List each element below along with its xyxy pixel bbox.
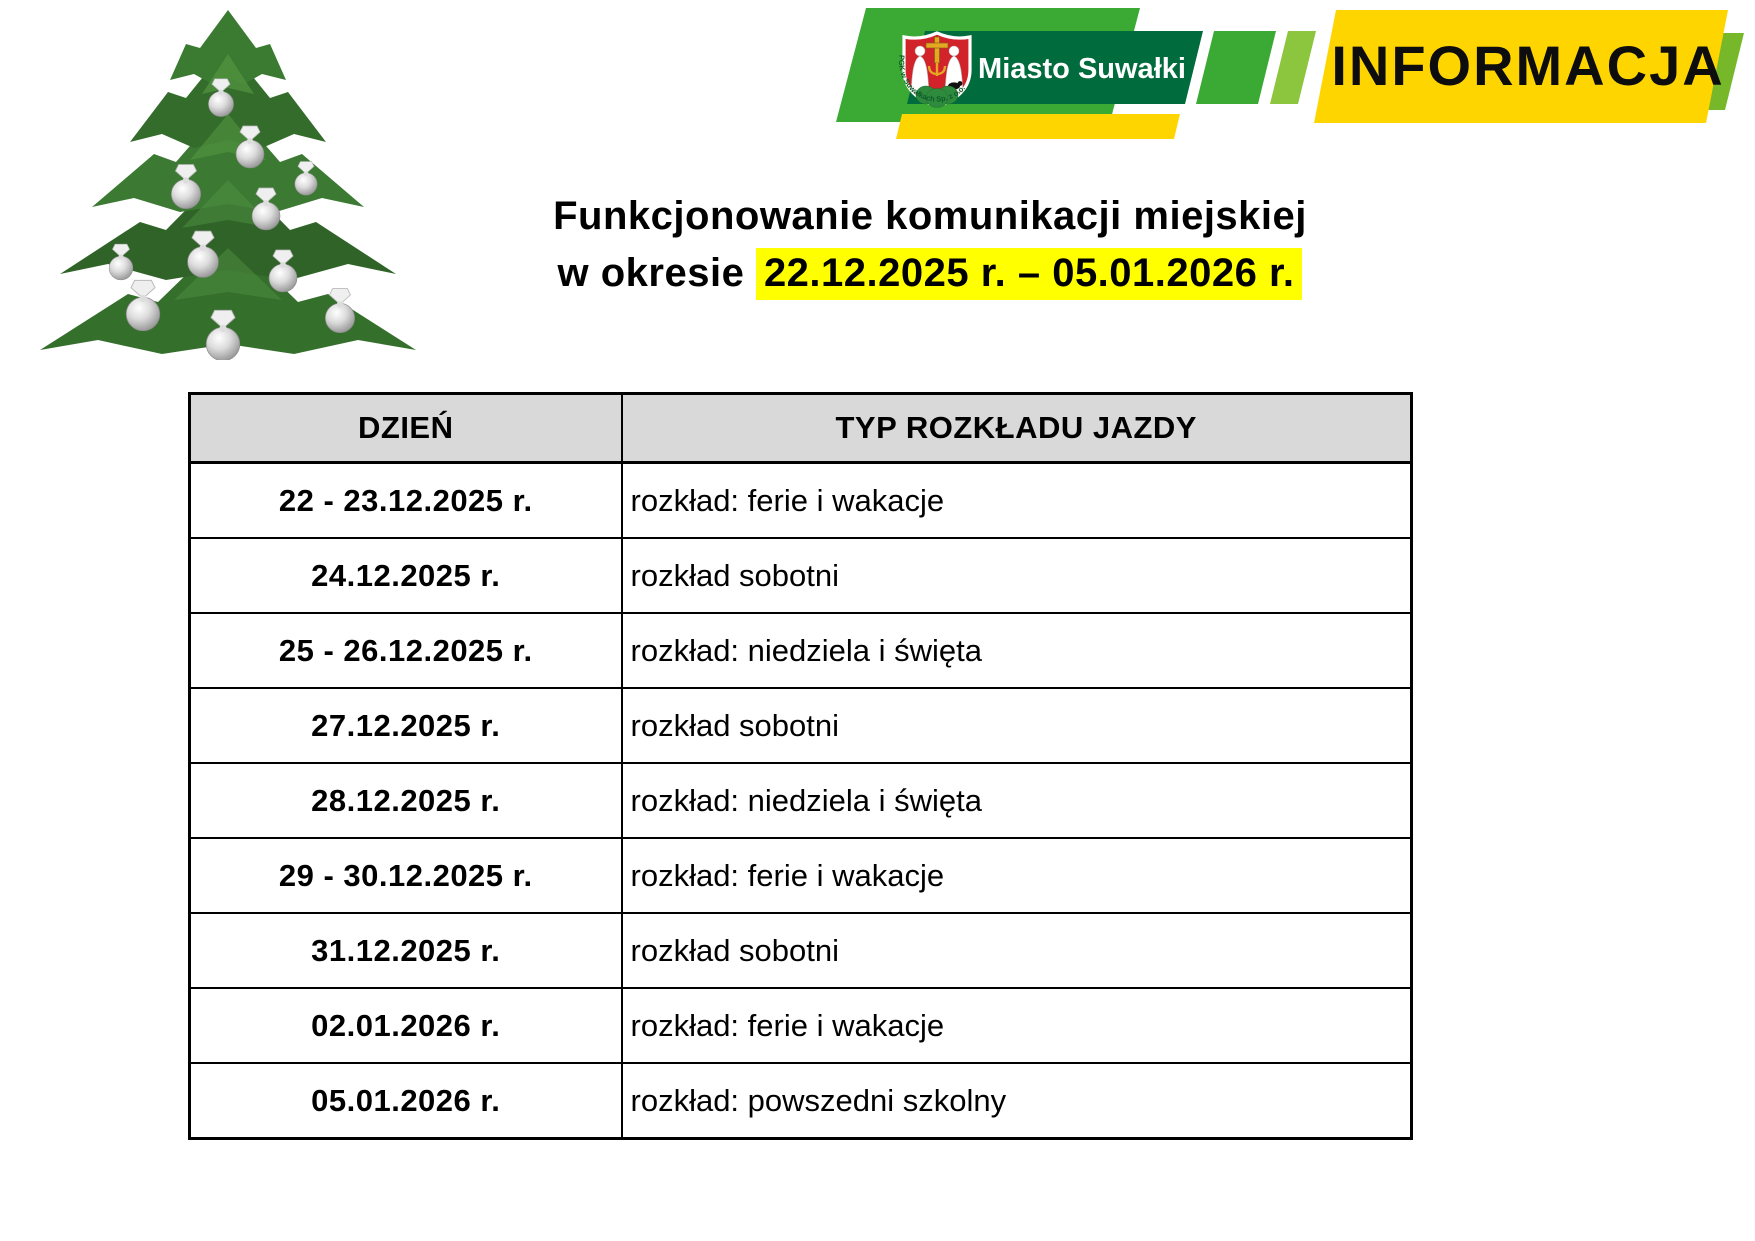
banner-stripe xyxy=(1196,31,1276,104)
bauble-ornament xyxy=(126,280,160,330)
type-cell: rozkład: ferie i wakacje xyxy=(622,838,1412,913)
title-line1: Funkcjonowanie komunikacji miejskiej xyxy=(553,194,1307,238)
banner-stripe xyxy=(1270,31,1316,104)
bauble-ornament xyxy=(109,244,133,280)
table-row xyxy=(190,838,1412,913)
bauble-ornament xyxy=(269,250,297,292)
day-cell: 24.12.2025 r. xyxy=(190,538,622,613)
table-row xyxy=(190,463,1412,539)
informacja-label: INFORMACJA xyxy=(1331,34,1725,97)
day-cell: 05.01.2026 r. xyxy=(190,1063,622,1139)
title-line2 xyxy=(400,245,1460,302)
table-row xyxy=(190,1063,1412,1139)
day-cell: 22 - 23.12.2025 r. xyxy=(190,463,622,539)
table-row xyxy=(190,688,1412,763)
type-cell: rozkład: ferie i wakacje xyxy=(622,463,1412,539)
day-cell: 31.12.2025 r. xyxy=(190,913,622,988)
day-cell: 29 - 30.12.2025 r. xyxy=(190,838,622,913)
header-banner xyxy=(0,0,1755,150)
type-cell: rozkład: powszedni szkolny xyxy=(622,1063,1412,1139)
title-line2-prefix: w okresie xyxy=(557,251,756,295)
type-cell: rozkład: niedziela i święta xyxy=(622,613,1412,688)
type-cell: rozkład sobotni xyxy=(622,538,1412,613)
type-cell: rozkład: niedziela i święta xyxy=(622,763,1412,838)
table-header-row xyxy=(190,394,1412,463)
day-cell: 28.12.2025 r. xyxy=(190,763,622,838)
crest-ring-text: PGK w Suwałkach Sp. z o.o. xyxy=(896,54,967,104)
type-cell: rozkład sobotni xyxy=(622,688,1412,763)
day-cell: 02.01.2026 r. xyxy=(190,988,622,1063)
miasto-suwalki-label: Miasto Suwałki xyxy=(978,53,1186,85)
table-row xyxy=(190,913,1412,988)
table-row xyxy=(190,763,1412,838)
bauble-ornament xyxy=(171,165,200,209)
bauble-ornament xyxy=(206,310,240,360)
bauble-ornament xyxy=(325,289,354,333)
bauble-ornament xyxy=(188,231,219,277)
day-cell: 25 - 26.12.2025 r. xyxy=(190,613,622,688)
header-typ-rozkladu: TYP ROZKŁADU JAZDY xyxy=(622,394,1412,463)
banner-yellow-strip xyxy=(896,114,1180,139)
schedule-table xyxy=(188,392,1413,1140)
table-row xyxy=(190,988,1412,1063)
header-dzien: DZIEŃ xyxy=(190,394,622,463)
day-cell: 27.12.2025 r. xyxy=(190,688,622,763)
table-row xyxy=(190,538,1412,613)
bauble-ornament xyxy=(295,162,317,196)
page-title xyxy=(400,188,1460,302)
type-cell: rozkład sobotni xyxy=(622,913,1412,988)
bauble-ornament xyxy=(252,188,280,230)
title-date-range-highlight: 22.12.2025 r. – 05.01.2026 r. xyxy=(756,248,1303,300)
table-row xyxy=(190,613,1412,688)
type-cell: rozkład: ferie i wakacje xyxy=(622,988,1412,1063)
